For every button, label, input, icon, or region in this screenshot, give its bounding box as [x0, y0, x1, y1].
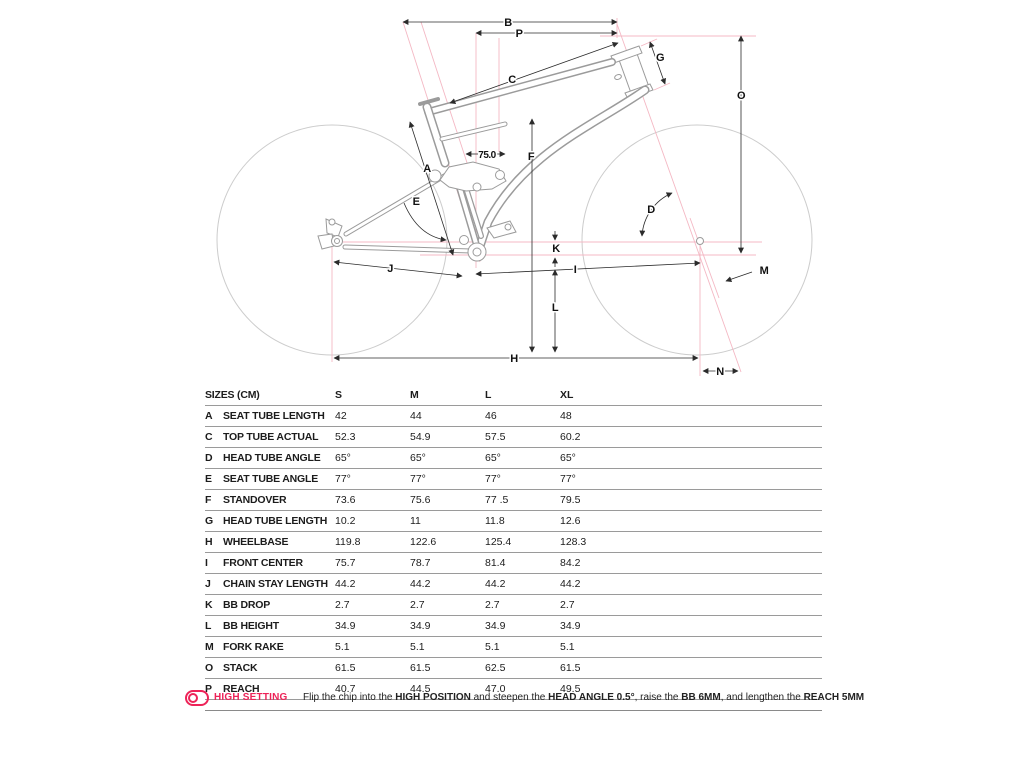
cell-value: 5.1 — [560, 641, 575, 653]
dim-label-p: P — [515, 28, 523, 40]
table-row — [205, 448, 822, 469]
column-header-m: M — [410, 389, 419, 401]
dimension-lines — [334, 22, 752, 371]
cell-value: 122.6 — [410, 536, 437, 548]
row-letter: F — [205, 494, 212, 506]
cell-value: 5.1 — [410, 641, 425, 653]
row-label: WHEELBASE — [223, 536, 289, 548]
geometry-table — [205, 386, 822, 700]
dim-label-m: M — [759, 265, 769, 277]
cell-value: 77 .5 — [485, 494, 509, 506]
description-bold-segment: HEAD ANGLE 0.5° — [548, 692, 635, 703]
cell-value: 46 — [485, 410, 497, 422]
cell-value: 44.2 — [560, 578, 581, 590]
dim-label-d: D — [647, 204, 655, 216]
cell-value: 48 — [560, 410, 572, 422]
dim-label-g: G — [655, 52, 665, 64]
table-row — [205, 427, 822, 448]
table-row — [205, 574, 822, 595]
cell-value: 44.2 — [485, 578, 506, 590]
row-letter: O — [205, 662, 214, 674]
cell-value: 75.7 — [335, 557, 356, 569]
cell-value: 2.7 — [335, 599, 350, 611]
row-letter: I — [205, 557, 208, 569]
cell-value: 12.6 — [560, 515, 581, 527]
row-letter: A — [205, 410, 213, 422]
row-letter: M — [205, 641, 214, 653]
table-title: SIZES (CM) — [205, 389, 260, 401]
cell-value: 52.3 — [335, 431, 356, 443]
front-axle — [697, 238, 704, 245]
cell-value: 44 — [410, 410, 422, 422]
cell-value: 119.8 — [335, 536, 361, 548]
row-letter: P — [205, 683, 213, 695]
description-bold-segment: HIGH POSITION — [395, 692, 471, 703]
cell-value: 125.4 — [485, 536, 512, 548]
row-label: BB DROP — [223, 599, 271, 611]
dim-label-e: E — [412, 196, 420, 208]
column-header-l: L — [485, 389, 492, 401]
cell-value: 2.7 — [560, 599, 575, 611]
row-letter: G — [205, 515, 214, 527]
table-row — [205, 469, 822, 490]
cell-value: 73.6 — [335, 494, 356, 506]
high-setting-note — [185, 687, 865, 710]
table-row — [205, 406, 822, 427]
row-label: FRONT CENTER — [223, 557, 303, 569]
cell-value: 128.3 — [560, 536, 587, 548]
row-letter: L — [205, 620, 212, 632]
cell-value: 42 — [335, 410, 347, 422]
dim-label-a: A — [423, 163, 431, 175]
row-label: CHAIN STAY LENGTH — [223, 578, 328, 590]
row-label: HEAD TUBE LENGTH — [223, 515, 328, 527]
cell-value: 44.2 — [410, 578, 431, 590]
row-label: FORK RAKE — [223, 641, 284, 653]
cell-value: 44.2 — [335, 578, 356, 590]
cell-value: 65° — [560, 452, 576, 464]
cell-value: 54.9 — [410, 431, 431, 443]
head-badge — [614, 74, 622, 81]
cell-value: 34.9 — [485, 620, 506, 632]
row-label: REACH — [223, 683, 260, 695]
row-letter: C — [205, 431, 213, 443]
high-setting-label: HIGH SETTING — [214, 692, 288, 703]
description-segment: , raise the — [634, 692, 682, 703]
column-header-xl: XL — [560, 389, 574, 401]
cell-value: 10.2 — [335, 515, 356, 527]
cell-value: 40.7 — [335, 683, 356, 695]
table-row — [205, 658, 822, 679]
flip-chip-icon — [185, 690, 209, 706]
table-row — [205, 616, 822, 637]
cell-value: 2.7 — [485, 599, 500, 611]
dim-label-b: B — [504, 17, 512, 29]
column-header-s: S — [335, 389, 343, 401]
cell-value: 77° — [560, 473, 576, 485]
row-letter: H — [205, 536, 213, 548]
cell-value: 11.8 — [485, 515, 505, 527]
dim-label-c: C — [508, 74, 516, 86]
cell-value: 5.1 — [335, 641, 350, 653]
description-segment: , and lengthen the — [720, 692, 804, 703]
bottom-rule — [205, 710, 822, 711]
row-label: STACK — [223, 662, 258, 674]
cell-value: 62.5 — [485, 662, 506, 674]
cell-value: 61.5 — [335, 662, 356, 674]
cell-value: 84.2 — [560, 557, 581, 569]
cell-value: 77° — [335, 473, 351, 485]
cell-value: 34.9 — [335, 620, 356, 632]
row-label: SEAT TUBE LENGTH — [223, 410, 325, 422]
cell-value: 75.6 — [410, 494, 431, 506]
construction-lines — [330, 18, 762, 376]
row-label: HEAD TUBE ANGLE — [223, 452, 321, 464]
row-label: STANDOVER — [223, 494, 287, 506]
cell-value: 78.7 — [410, 557, 431, 569]
cell-value: 77° — [485, 473, 501, 485]
dim-label-j: J — [387, 263, 393, 275]
cell-value: 61.5 — [410, 662, 431, 674]
cell-value: 2.7 — [410, 599, 425, 611]
cell-value: 5.1 — [485, 641, 500, 653]
dim-label-i: I — [573, 264, 577, 276]
table-row — [205, 637, 822, 658]
cell-value: 60.2 — [560, 431, 581, 443]
table-row — [205, 553, 822, 574]
cell-value: 34.9 — [410, 620, 431, 632]
row-label: BB HEIGHT — [223, 620, 279, 632]
row-letter: E — [205, 473, 213, 485]
table-body — [205, 406, 822, 700]
dim-label-seat-angle: 75.0 — [478, 150, 496, 161]
row-label: TOP TUBE ACTUAL — [223, 431, 319, 443]
row-label: SEAT TUBE ANGLE — [223, 473, 319, 485]
cell-value: 44.5 — [410, 683, 431, 695]
table-row — [205, 511, 822, 532]
row-letter: D — [205, 452, 213, 464]
table-row — [205, 532, 822, 553]
description-bold-segment: BB 6MM — [681, 692, 721, 703]
high-setting-description — [303, 692, 864, 703]
cell-value: 47.0 — [485, 683, 506, 695]
cell-value: 11 — [410, 515, 421, 527]
cell-value: 57.5 — [485, 431, 506, 443]
cell-value: 65° — [485, 452, 501, 464]
description-bold-segment: REACH 5MM — [803, 692, 865, 703]
cell-value: 65° — [335, 452, 351, 464]
cell-value: 49.5 — [560, 683, 581, 695]
dim-label-l: L — [551, 302, 559, 314]
row-letter: K — [205, 599, 213, 611]
description-segment: Flip the chip into the — [303, 692, 396, 703]
cell-value: 77° — [410, 473, 426, 485]
table-header — [205, 386, 822, 406]
table-row — [205, 595, 822, 616]
dim-label-h: H — [510, 353, 518, 365]
cell-value: 61.5 — [560, 662, 581, 674]
dim-label-k: K — [552, 243, 560, 255]
cell-value: 79.5 — [560, 494, 581, 506]
cell-value: 81.4 — [485, 557, 506, 569]
table-row — [205, 490, 822, 511]
dim-label-f: F — [527, 151, 535, 163]
cell-value: 34.9 — [560, 620, 581, 632]
flip-chip-knob — [188, 693, 198, 703]
dim-label-o: O — [736, 90, 746, 102]
dim-label-n: N — [716, 366, 724, 378]
row-letter: J — [205, 578, 211, 590]
description-segment: and steepen the — [470, 692, 549, 703]
cell-value: 65° — [410, 452, 426, 464]
